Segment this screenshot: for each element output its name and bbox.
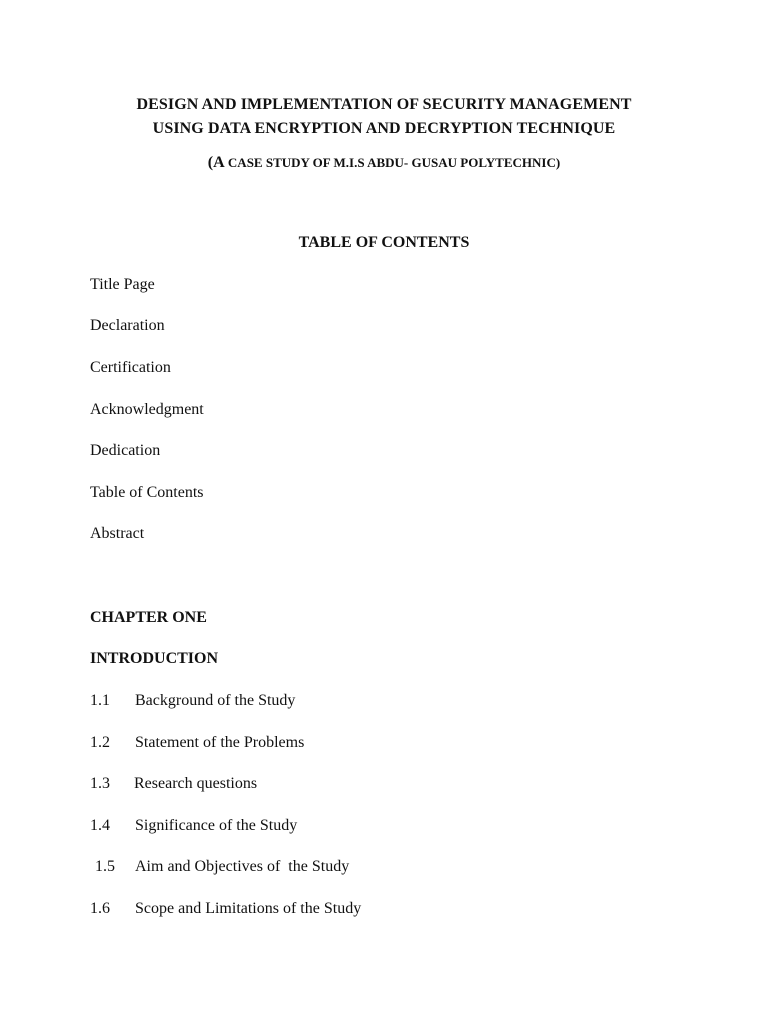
chapter-label: CHAPTER ONE	[90, 609, 207, 626]
toc-section-1-3	[90, 774, 257, 794]
section-number: 1.5	[95, 858, 115, 875]
toc-item-certification: Certification	[90, 359, 171, 376]
title-line-2: USING DATA ENCRYPTION AND DECRYPTION TECHNIQUE	[152, 120, 616, 137]
subtitle-open: (A	[207, 154, 225, 171]
section-title: Background of the Study	[135, 692, 296, 709]
toc-heading: TABLE OF CONTENTS	[298, 234, 470, 251]
section-number: 1.3	[90, 775, 110, 792]
toc-item-title-page: Title Page	[90, 276, 155, 293]
section-number: 1.1	[90, 692, 110, 709]
document-title	[0, 93, 768, 141]
section-number: 1.2	[90, 734, 110, 751]
toc-section-1-5	[90, 857, 349, 877]
toc-section-1-1	[90, 691, 295, 711]
toc-section-1-2	[90, 733, 304, 753]
chapter-title: INTRODUCTION	[90, 650, 219, 667]
toc-item-dedication: Dedication	[90, 442, 161, 459]
document-subtitle	[0, 153, 768, 173]
section-title: Research questions	[134, 775, 258, 792]
toc-item-abstract: Abstract	[90, 525, 145, 542]
subtitle-rest: CASE STUDY OF M.I.S ABDU- GUSAU POLYTECHNIC)	[224, 155, 561, 170]
toc-section-1-6	[90, 899, 361, 919]
toc-item-declaration: Declaration	[90, 317, 165, 334]
section-number: 1.6	[90, 900, 110, 917]
toc-item-table-of-contents: Table of Contents	[90, 484, 204, 501]
section-title: Significance of the Study	[135, 817, 298, 834]
title-line-1: DESIGN AND IMPLEMENTATION OF SECURITY MANAGEMENT	[136, 96, 632, 113]
toc-section-1-4	[90, 816, 297, 836]
section-title: Aim and Objectives of the Study	[135, 858, 350, 875]
toc-item-acknowledgment: Acknowledgment	[90, 401, 204, 418]
section-title: Scope and Limitations of the Study	[135, 900, 362, 917]
section-number: 1.4	[90, 817, 110, 834]
section-title: Statement of the Problems	[135, 734, 305, 751]
